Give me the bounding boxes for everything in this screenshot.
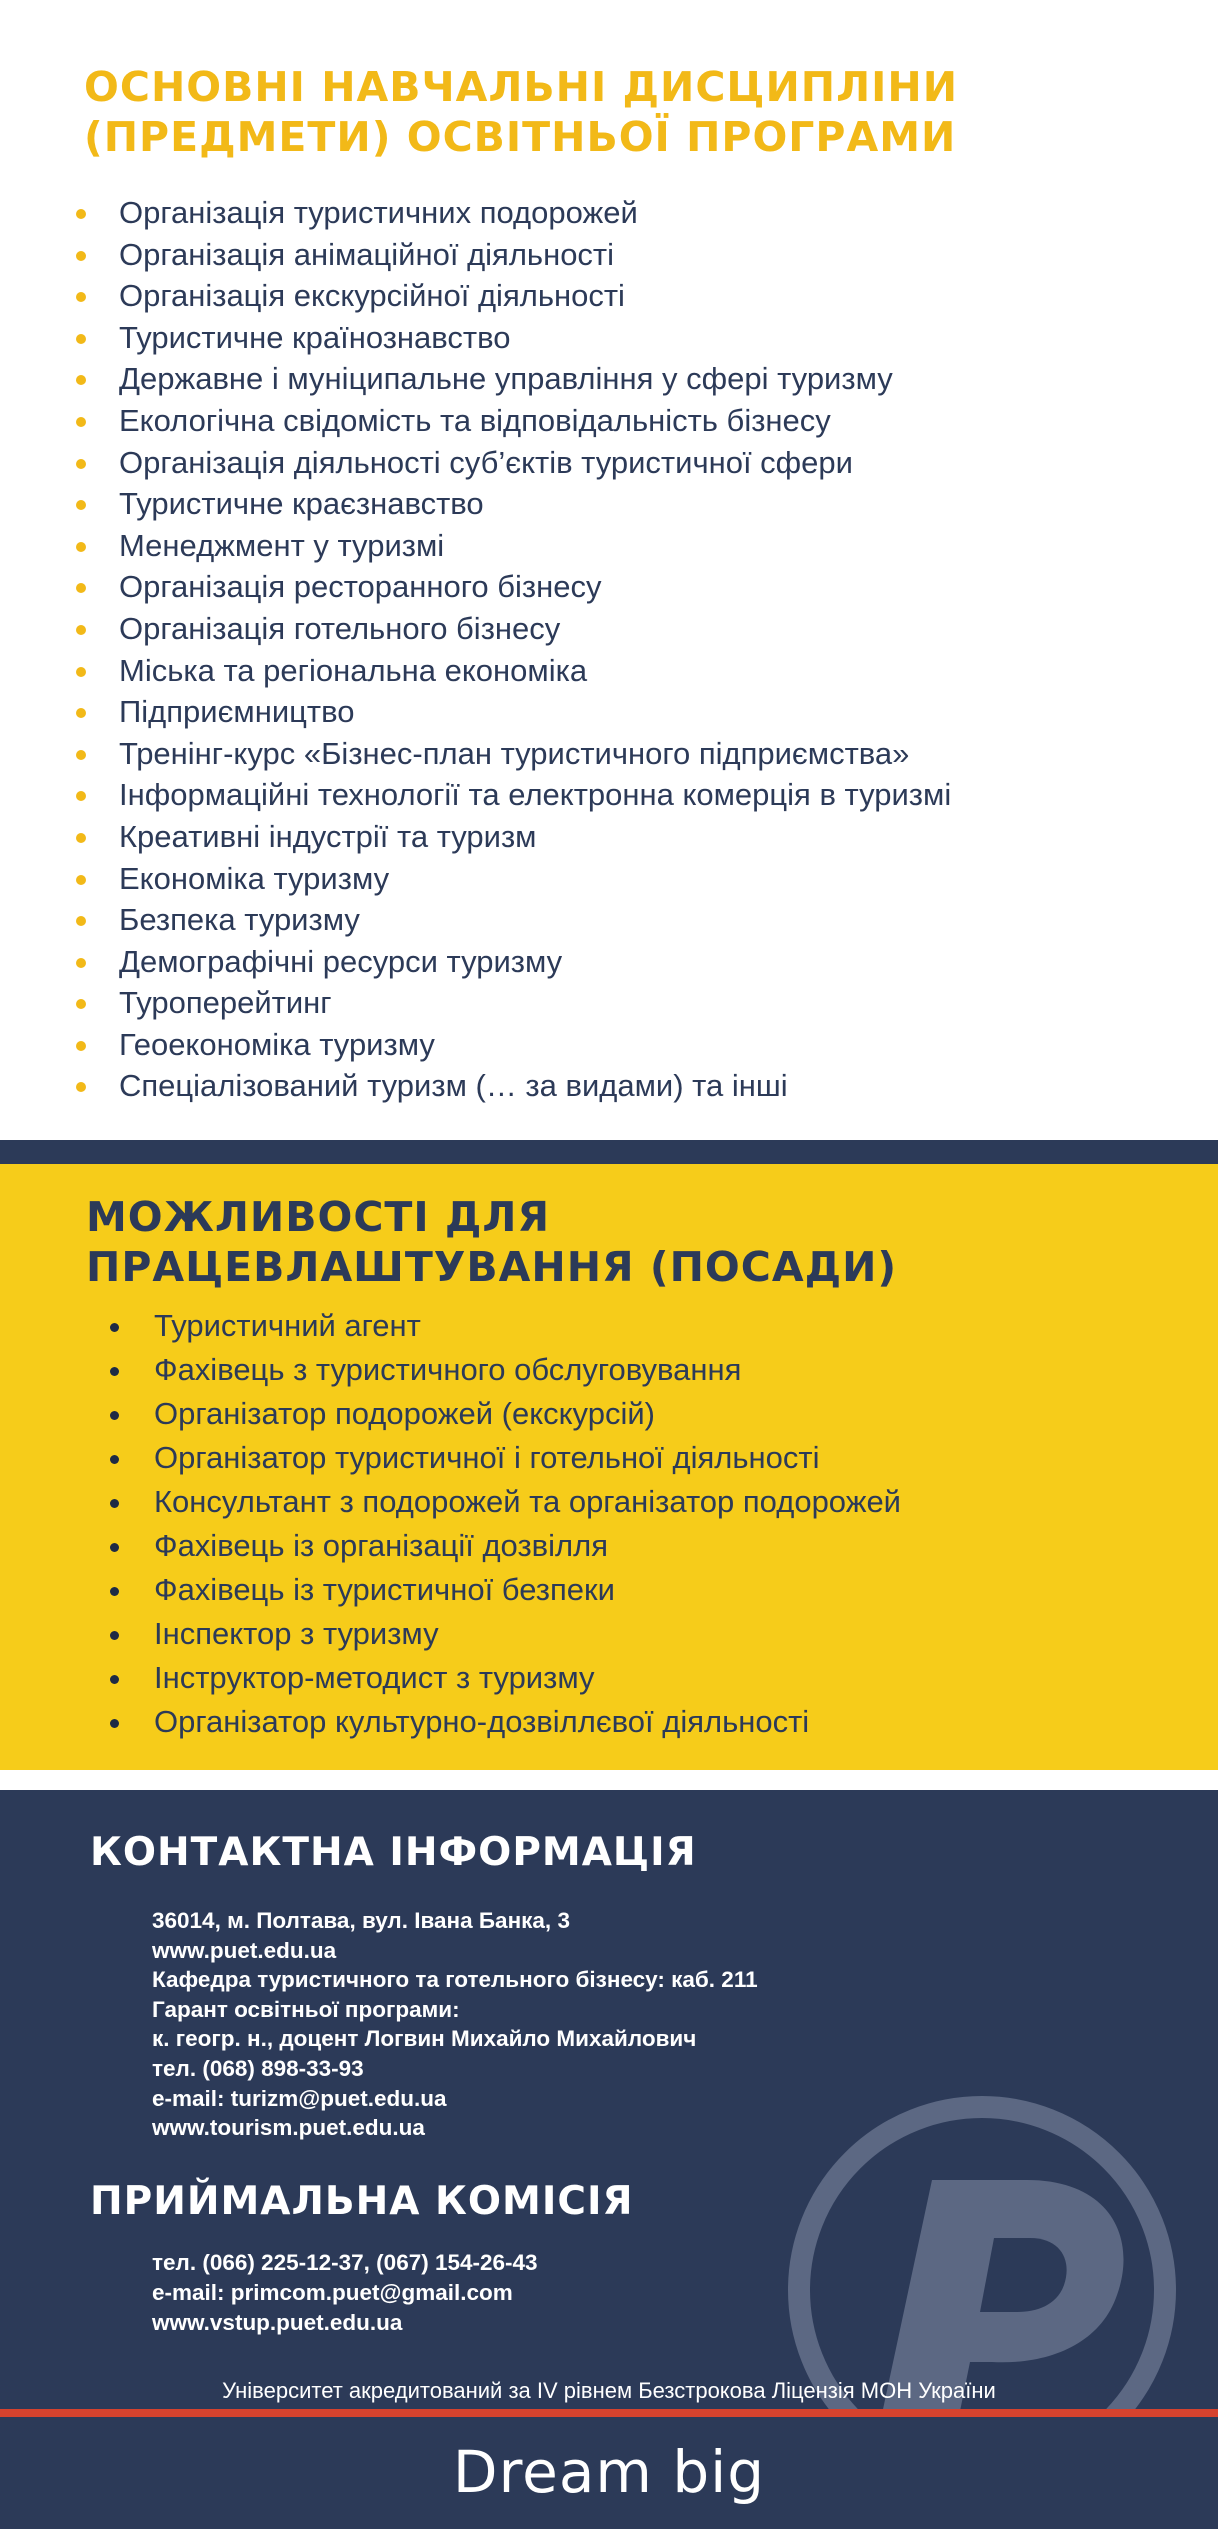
bullet-icon [76, 417, 86, 427]
admissions-email-link[interactable]: e-mail: primcom.puet@gmail.com [152, 2280, 513, 2305]
bullet-icon [110, 1367, 119, 1376]
contact-department: Кафедра туристичного та готельного бізнесу: каб. 211 [152, 1967, 758, 1993]
list-item: Організація готельного бізнесу [76, 608, 951, 650]
admissions-list [152, 2248, 538, 2338]
employment-section [0, 1164, 1218, 1770]
list-item: Державне і муніципальне управління у сфері туризму [76, 358, 951, 400]
list-item: Геоекономіка туризму [76, 1024, 951, 1066]
contact-guarantor-name: к. геогр. н., доцент Логвин Михайло Михайлович [152, 2026, 697, 2052]
list-item: Менеджмент у туризмі [76, 525, 951, 567]
contact-phone[interactable]: тел. (068) 898-33-93 [152, 2055, 364, 2081]
list-item: Організація анімаційної діяльності [76, 234, 951, 276]
list-item: Організація ресторанного бізнесу [76, 566, 951, 608]
section-divider [0, 1140, 1218, 1164]
bullet-icon [76, 999, 86, 1009]
list-item: Туроперейтинг [76, 982, 951, 1024]
list-item: Організація діяльності суб’єктів туристичної сфери [76, 442, 951, 484]
bullet-icon [76, 833, 86, 843]
list-item: Фахівець із туристичної безпеки [108, 1568, 901, 1612]
list-item: Інструктор-методист з туризму [108, 1656, 901, 1700]
list-item: Організатор подорожей (екскурсій) [108, 1392, 901, 1436]
admissions-website-link[interactable]: www.vstup.puet.edu.ua [152, 2310, 403, 2335]
footer [0, 2417, 1218, 2529]
bullet-icon [76, 375, 86, 385]
list-item: Підприємництво [76, 691, 951, 733]
bullet-icon [110, 1411, 119, 1420]
admissions-heading: ПРИЙМАЛЬНА КОМІСІЯ [90, 2179, 634, 2224]
bullet-icon [76, 459, 86, 469]
accreditation-note: Університет акредитований за IV рівнем Безстрокова Ліцензія МОН України [222, 2378, 996, 2403]
list-item: Тренінг-курс «Бізнес-план туристичного підприємства» [76, 733, 951, 775]
employment-heading: МОЖЛИВОСТІ ДЛЯ ПРАЦЕВЛАШТУВАННЯ (ПОСАДИ) [86, 1193, 898, 1291]
bullet-icon [110, 1587, 119, 1596]
bullet-icon [76, 750, 86, 760]
list-item: Інспектор з туризму [108, 1612, 901, 1656]
admissions-phone[interactable]: тел. (066) 225-12-37, (067) 154-26-43 [152, 2250, 538, 2275]
contact-guarantor-label: Гарант освітньої програми: [152, 1996, 460, 2022]
bullet-icon [76, 500, 86, 510]
bullet-icon [76, 251, 86, 261]
bullet-icon [76, 791, 86, 801]
bullet-icon [76, 542, 86, 552]
bullet-icon [110, 1323, 119, 1332]
bullet-icon [76, 958, 86, 968]
list-item: Організація туристичних подорожей [76, 192, 951, 234]
bullet-icon [76, 916, 86, 926]
employment-list [108, 1304, 901, 1744]
bullet-icon [76, 625, 86, 635]
list-item: Фахівець з туристичного обслуговування [108, 1348, 901, 1392]
list-item: Демографічні ресурси туризму [76, 941, 951, 983]
contact-email-link[interactable]: e-mail: turizm@puet.edu.ua [152, 2085, 447, 2111]
accent-line [0, 2409, 1218, 2417]
bullet-icon [76, 292, 86, 302]
bullet-icon [110, 1543, 119, 1552]
bullet-icon [110, 1499, 119, 1508]
list-item: Туристичне країнознавство [76, 317, 951, 359]
bullet-icon [110, 1675, 119, 1684]
bullet-icon [76, 209, 86, 219]
list-item: Організатор туристичної і готельної діяльності [108, 1436, 901, 1480]
section-gap [0, 1770, 1218, 1790]
list-item: Організатор культурно-дозвіллєвої діяльності [108, 1700, 901, 1744]
contacts-list [152, 1906, 758, 2143]
bullet-icon [76, 334, 86, 344]
bullet-icon [76, 1082, 86, 1092]
disciplines-list [76, 192, 951, 1107]
list-item: Організація екскурсійної діяльності [76, 275, 951, 317]
contacts-section [0, 1790, 1218, 2409]
list-item: Туристичне краєзнавство [76, 483, 951, 525]
contacts-heading: КОНТАКТНА ІНФОРМАЦІЯ [90, 1830, 697, 1875]
list-item: Інформаційні технології та електронна комерція в туризмі [76, 774, 951, 816]
list-item: Фахівець із організації дозвілля [108, 1524, 901, 1568]
bullet-icon [76, 1041, 86, 1051]
contact-website-link[interactable]: www.puet.edu.ua [152, 1937, 337, 1963]
bullet-icon [110, 1631, 119, 1640]
slogan: Dream big [452, 2438, 766, 2506]
list-item: Екологічна свідомість та відповідальність бізнесу [76, 400, 951, 442]
list-item: Спеціалізований туризм (… за видами) та інші [76, 1065, 951, 1107]
list-item: Безпека туризму [76, 899, 951, 941]
bullet-icon [76, 708, 86, 718]
list-item: Консультант з подорожей та організатор подорожей [108, 1480, 901, 1524]
list-item: Економіка туризму [76, 858, 951, 900]
bullet-icon [110, 1455, 119, 1464]
contact-address: 36014, м. Полтава, вул. Івана Банка, 3 [152, 1908, 570, 1933]
p-logo-watermark-icon [782, 2090, 1182, 2409]
list-item: Міська та регіональна економіка [76, 650, 951, 692]
disciplines-heading: ОСНОВНІ НАВЧАЛЬНІ ДИСЦИПЛІНИ (ПРЕДМЕТИ) ОСВІТНЬОЇ ПРОГРАМИ [84, 63, 959, 161]
list-item: Креативні індустрії та туризм [76, 816, 951, 858]
bullet-icon [76, 667, 86, 677]
list-item: Туристичний агент [108, 1304, 901, 1348]
disciplines-section [0, 0, 1218, 1140]
bullet-icon [76, 583, 86, 593]
bullet-icon [76, 875, 86, 885]
contact-tourism-link[interactable]: www.tourism.puet.edu.ua [152, 2115, 425, 2141]
bullet-icon [110, 1719, 119, 1728]
